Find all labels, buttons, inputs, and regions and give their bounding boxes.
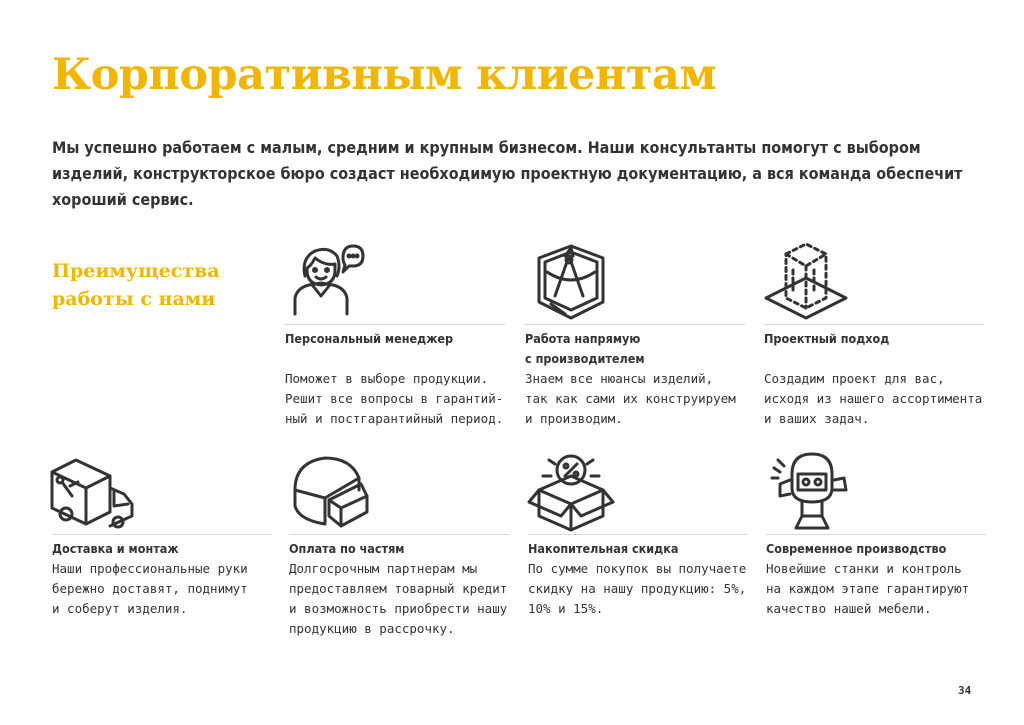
feature-title: Работа напрямую с производителем [525,324,745,369]
feature-text: Поможет в выборе продукции. Решит все вопросы в гарантий- ный и постгарантийный период. [285,371,504,426]
intro-paragraph: Мы успешно работаем с малым, средним и крупным бизнесом. Наши консультанты помогут с выбором изделий, конструкторское бюро создаст необходимую проектную документацию, а вся команда обеспечит хороший сервис. [52,138,963,209]
feature-text: Долгосрочным партнерам мы предоставляем товарный кредит и возможность приобрести нашу продукцию в рассрочку. [289,561,508,636]
manager-icon [285,238,375,328]
cheese-icon [285,450,375,540]
feature-title: Персональный менеджер [285,324,505,349]
feature-title: Накопительная скидка [528,534,748,559]
section-subtitle: Преимущества работы с нами [52,260,220,310]
feature-personal-manager [285,324,505,429]
feature-delivery [52,534,272,619]
feature-direct-manufacturer [525,324,745,429]
feature-title: Проектный подход [764,324,984,349]
robot-icon [764,444,854,534]
truck-icon [46,442,136,532]
feature-title: Оплата по частям [289,534,509,559]
feature-text: Новейшие станки и контроль на каждом этапе гарантируют качество нашей мебели. [766,561,970,616]
feature-project-approach [764,324,984,429]
discount-box-icon [525,446,615,536]
feature-installments [289,534,509,639]
page-number: 34 [958,684,972,697]
feature-text: Наши профессиональные руки бережно доставят, поднимут и соберут изделия. [52,561,248,616]
feature-discount [528,534,748,619]
feature-text: Создадим проект для вас, исходя из нашего ассортимента и ваших задач. [764,371,983,426]
feature-title: Доставка и монтаж [52,534,272,559]
page-title: Корпоративным клиентам [52,50,717,100]
feature-modern-production [766,534,986,619]
feature-title: Современное производство [766,534,986,559]
drawing-tools-icon [525,236,615,326]
feature-text: По сумме покупок вы получаете скидку на нашу продукцию: 5%, 10% и 15%. [528,561,747,616]
cabinet-plan-icon [760,236,850,326]
feature-text: Знаем все нюансы изделий, так как сами их конструируем и производим. [525,371,736,426]
